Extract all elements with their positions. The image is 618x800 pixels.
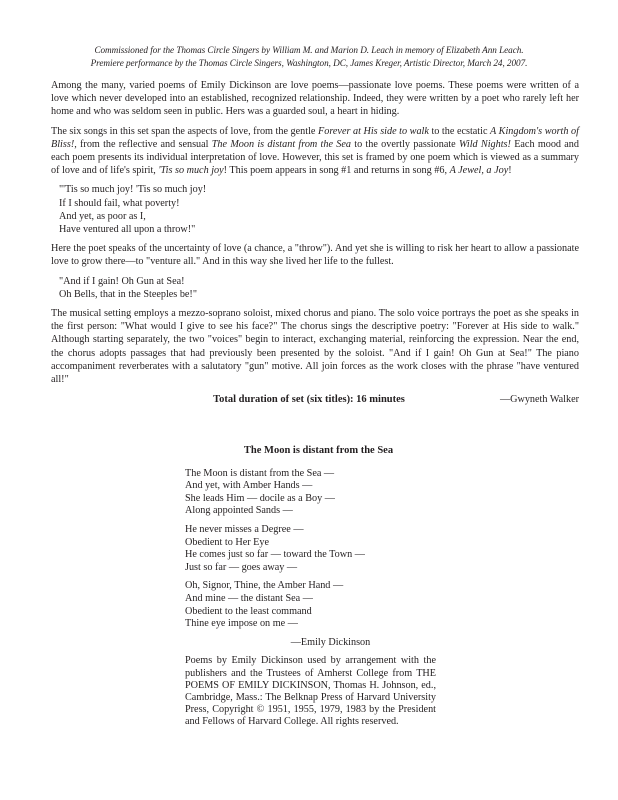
poem-line: Oh, Signor, Thine, the Amber Hand — (185, 580, 344, 592)
poem-line: And mine — the distant Sea — (185, 592, 313, 604)
poem-line: He comes just so far — toward the Town — (185, 549, 365, 561)
poem-text-block (185, 445, 436, 729)
dedication-commission: Commissioned for the Thomas Circle Singers by William M. and Marion D. Leach in memory of Elizabeth Ann Leach. (94, 45, 524, 55)
song-title: Forever at His side to walk (318, 125, 429, 137)
program-notes (51, 79, 579, 406)
poem-line: She leads Him — docile as a Boy — (185, 492, 335, 504)
poem-line: He never misses a Degree — (185, 523, 304, 535)
quote-line: "'Tis so much joy! 'Tis so much joy! (59, 184, 207, 196)
poem-line: Thine eye impose on me — (185, 618, 298, 630)
dedication-premiere: Premiere performance by the Thomas Circle Singers, Washington, DC, James Kreger, Artistic Director, March 24, 2007. (90, 58, 528, 68)
poem-line: The Moon is distant from the Sea — (185, 467, 335, 479)
permission-notice: Poems by Emily Dickinson used by arrangement with the publishers and the Trustees of Amherst College from THE POEMS OF EMILY DICKINSON, Thomas H. Johnson, ed., Cambridge, Mass.: The Belknap Press of Harvard University Press, Copyright © 1951, 1955, 1979, 1983 by the President and Fellows of Harvard College. All rights reserved. (185, 655, 436, 728)
poem-quote-2 (59, 275, 579, 301)
poem-author: —Emily Dickinson (290, 636, 371, 648)
poem-line: And yet, with Amber Hands — (185, 480, 313, 492)
poem-stanza-2 (185, 524, 436, 574)
poem-line: Along appointed Sands — (185, 505, 293, 517)
song-title: 'Tis so much joy (158, 165, 224, 177)
song-title: A Kingdom's worth of Bliss! (51, 125, 579, 150)
notes-paragraph-4: The musical setting employs a mezzo-soprano soloist, mixed chorus and piano. The solo voice portrays the poet as she speaks in the first person: "What would I give to see his face?" The chorus sings the descriptive poetry: "Forever at His side to walk." Although starting separately, the two "voices" begin to interact, exchanging material, reinforcing the expression. Near the end, the chorus adopts passages that had previously been presented by the soloist. "And if I gain! Oh Gun at Sea!" The piano accompaniment reverberates with a salutatory "gun" motive. All join forces as the work closes with the phrase "have ventured all!" (51, 308, 579, 386)
poem-stanza-3 (185, 580, 436, 630)
total-duration: Total duration of set (six titles): 16 minutes (213, 394, 405, 405)
quote-line: Oh Bells, that in the Steeples be!" (59, 288, 197, 300)
poem-title: The Moon is distant from the Sea (243, 445, 394, 456)
poem-line: Obedient to the least command (185, 605, 312, 617)
notes-paragraph-1: Among the many, varied poems of Emily Dickinson are love poems—passionate love poems. These poems were written of a love which never developed into an established, recognized relationship. Indeed, they were written by a poet who rarely left her home and who was seldom seen in public. Hers was a guarded soul, a heart in hiding. (51, 80, 579, 118)
quote-line: "And if I gain! Oh Gun at Sea! (59, 275, 185, 287)
quote-line: And yet, as poor as I, (59, 210, 146, 222)
poem-line: Obedient to Her Eye (185, 536, 270, 548)
composer-signature: —Gwyneth Walker (499, 394, 579, 406)
poem-line: Just so far — goes away — (185, 561, 298, 573)
quote-line: If I should fail, what poverty! (59, 197, 180, 209)
song-title: Wild Nights! (458, 138, 511, 150)
poem-stanza-1 (185, 468, 436, 518)
quote-line: Have ventured all upon a throw!" (59, 224, 196, 236)
poem-quote-1 (59, 183, 579, 236)
dedication (20, 44, 598, 70)
song-title: A Jewel, a Joy (449, 165, 509, 177)
song-title: The Moon is distant from the Sea (211, 138, 351, 150)
notes-paragraph-3: Here the poet speaks of the uncertainty of love (a chance, a "throw"). And yet she is willing to risk her heart to allow a passionate love to grow there—to "venture all." And in this way she lived her life to the fullest. (51, 243, 579, 268)
notes-paragraph-2: The six songs in this set span the aspects of love, from the gentle Forever at His side to walk to the ecstatic A Kingdom's worth of Bliss!, from the reflective and sensual The Moon is distant from the Sea to the overtly passionate Wild Nights! Each mood and each poem presents its individual interpretation of love. However, this set is framed by one poem which is viewed as a summary of love and of life's spirit, 'Tis so much joy! This poem appears in song #1 and returns in song #6, A Jewel, a Joy! (51, 125, 579, 177)
